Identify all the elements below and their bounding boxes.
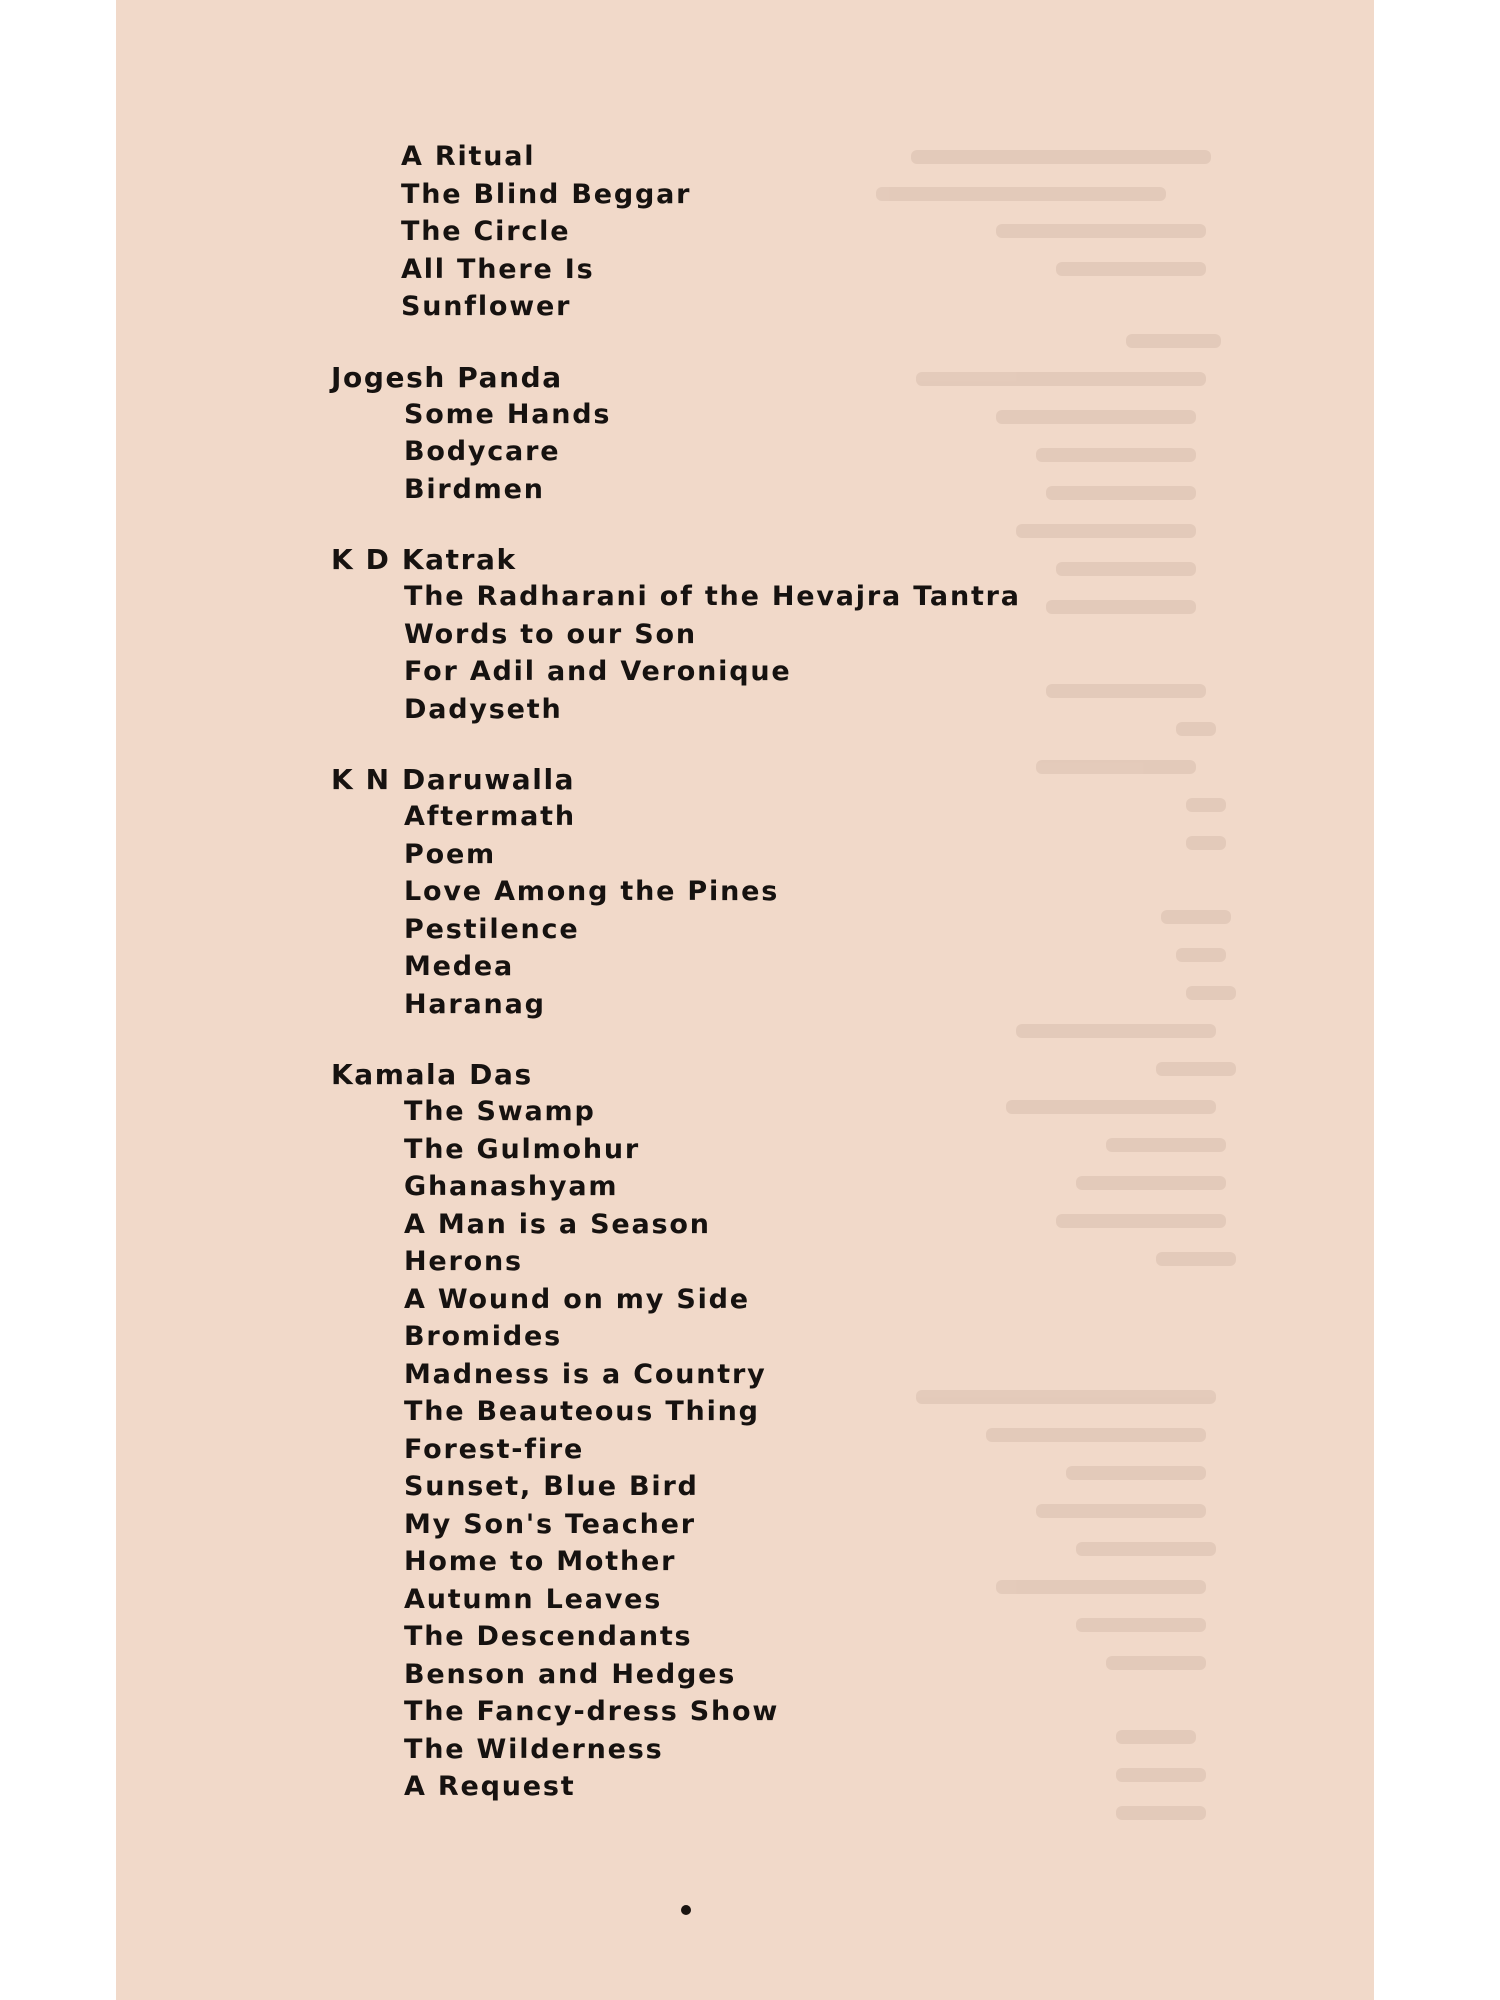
ink-speck xyxy=(681,1905,691,1915)
poem-title: My Son's Teacher xyxy=(404,1508,696,1540)
poem-title: Autumn Leaves xyxy=(404,1583,663,1615)
author-name: K D Katrak xyxy=(331,543,517,576)
poem-title: Pestilence xyxy=(404,913,580,945)
poem-title: A Man is a Season xyxy=(404,1208,711,1240)
poem-title: The Radharani of the Hevajra Tantra xyxy=(404,581,1021,612)
poem-title: Words to our Son xyxy=(404,618,697,650)
table-of-contents xyxy=(331,138,1021,1839)
toc-section xyxy=(331,761,1021,1023)
poem-title: The Wilderness xyxy=(404,1733,664,1765)
toc-section xyxy=(331,359,1021,509)
poem-title: Forest-fire xyxy=(404,1433,585,1465)
poem-title: Medea xyxy=(404,951,515,982)
poem-title: Bodycare xyxy=(404,436,561,467)
toc-section xyxy=(331,541,1021,728)
poem-title: Birdmen xyxy=(404,473,545,505)
poem-title: The Fancy-dress Show xyxy=(404,1696,780,1727)
poem-title: Madness is a Country xyxy=(404,1358,767,1390)
poem-title: Poem xyxy=(404,838,496,870)
poem-title: Sunset, Blue Bird xyxy=(404,1471,699,1502)
poem-title: The Swamp xyxy=(404,1096,596,1127)
poem-title: Benson and Hedges xyxy=(404,1658,737,1690)
poem-title: Bromides xyxy=(404,1321,562,1352)
poem-title: A Request xyxy=(404,1771,576,1802)
author-name: K N Daruwalla xyxy=(331,763,576,796)
poem-title: Dadyseth xyxy=(404,693,563,725)
poem-title: The Descendants xyxy=(404,1621,693,1652)
author-name: Kamala Das xyxy=(331,1058,533,1091)
poem-title: Haranag xyxy=(404,988,546,1020)
poem-title: A Ritual xyxy=(401,141,536,172)
author-name: Jogesh Panda xyxy=(331,360,563,394)
book-page xyxy=(116,0,1374,2000)
poem-title: The Gulmohur xyxy=(404,1133,641,1165)
toc-section xyxy=(331,1056,1021,1806)
poem-title: The Beauteous Thing xyxy=(404,1396,760,1427)
poem-title: Some Hands xyxy=(404,398,612,430)
poem-title: A Wound on my Side xyxy=(404,1283,750,1315)
poem-title: All There Is xyxy=(401,253,595,285)
poem-title: Love Among the Pines xyxy=(404,876,780,907)
poem-title: Aftermath xyxy=(404,801,576,832)
poem-title: The Blind Beggar xyxy=(401,178,692,210)
poem-title: Home to Mother xyxy=(404,1546,677,1577)
poem-title: Ghanashyam xyxy=(404,1171,619,1202)
poem-title: Herons xyxy=(404,1246,523,1277)
toc-section xyxy=(331,138,1021,326)
poem-title: Sunflower xyxy=(401,291,572,322)
poem-title: The Circle xyxy=(401,216,571,247)
poem-title: For Adil and Veronique xyxy=(404,656,792,687)
